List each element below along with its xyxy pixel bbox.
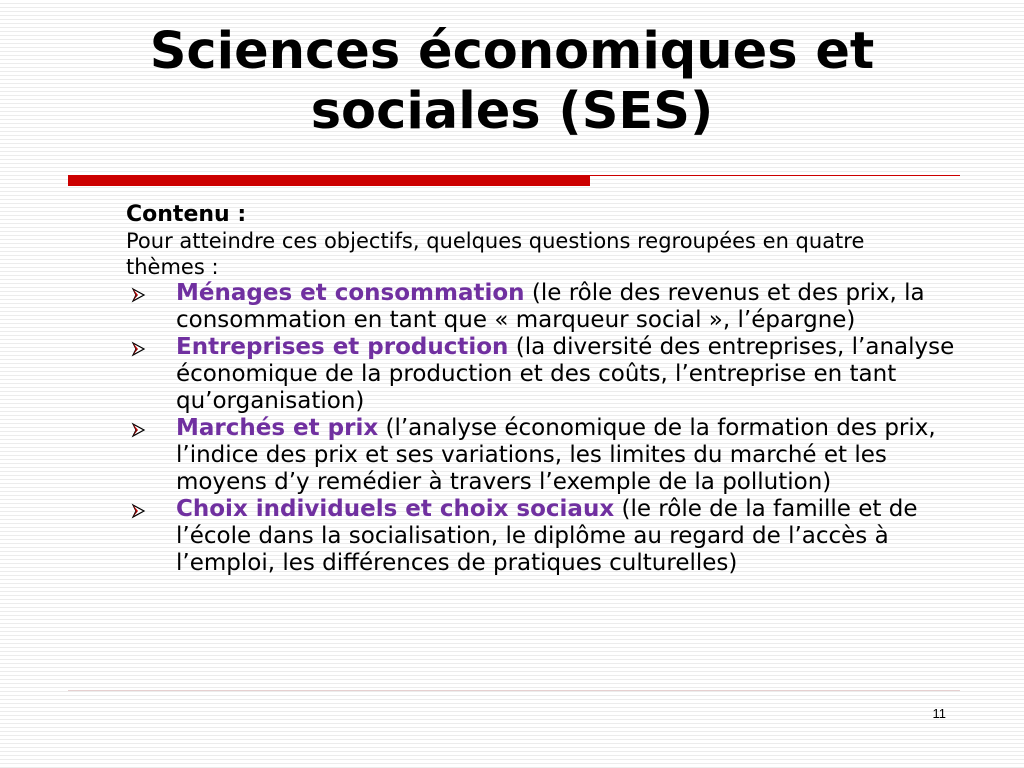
content-heading: Contenu : xyxy=(126,202,247,227)
title-line-1: Sciences économiques et xyxy=(149,22,875,81)
theme-description: (le rôle des revenus et des prix, la consommation en tant que « marqueur social », l’épargne) xyxy=(176,280,925,333)
intro-text: Pour atteindre ces objectifs, quelques questions regroupées en quatre thèmes : xyxy=(126,229,865,279)
theme-list xyxy=(126,280,956,577)
theme-description: (l’analyse économique de la formation des prix, l’indice des prix et ses variations, les limites du marché et les moyens d’y remédier à travers l’exemple de la pollution) xyxy=(176,415,936,495)
page-number: 11 xyxy=(932,706,946,721)
slide-title xyxy=(60,22,964,142)
arrow-bullet-icon xyxy=(130,334,148,361)
theme-title: Ménages et consommation xyxy=(176,280,525,306)
arrow-bullet-icon xyxy=(130,496,148,523)
theme-description: (le rôle de la famille et de l’école dans la socialisation, le diplôme au regard de l’accès à l’emploi, les différences de pratiques culturelles) xyxy=(176,496,918,576)
slide-content xyxy=(126,202,956,577)
arrow-bullet-icon xyxy=(130,280,148,307)
theme-title: Choix individuels et choix sociaux xyxy=(176,496,615,522)
arrow-bullet-icon xyxy=(130,415,148,442)
theme-title: Marchés et prix xyxy=(176,415,379,441)
title-underline-thin xyxy=(590,175,960,176)
theme-item-choix xyxy=(126,496,956,577)
theme-item-marches xyxy=(126,415,956,496)
title-line-2: sociales (SES) xyxy=(310,82,714,141)
theme-description: (la diversité des entreprises, l’analyse économique de la production et des coûts, l’entreprise en tant qu’organisation) xyxy=(176,334,955,414)
footer-divider xyxy=(68,690,960,691)
theme-title: Entreprises et production xyxy=(176,334,509,360)
title-underline-thick xyxy=(68,175,590,186)
theme-item-entreprises xyxy=(126,334,956,415)
theme-item-menages xyxy=(126,280,956,334)
